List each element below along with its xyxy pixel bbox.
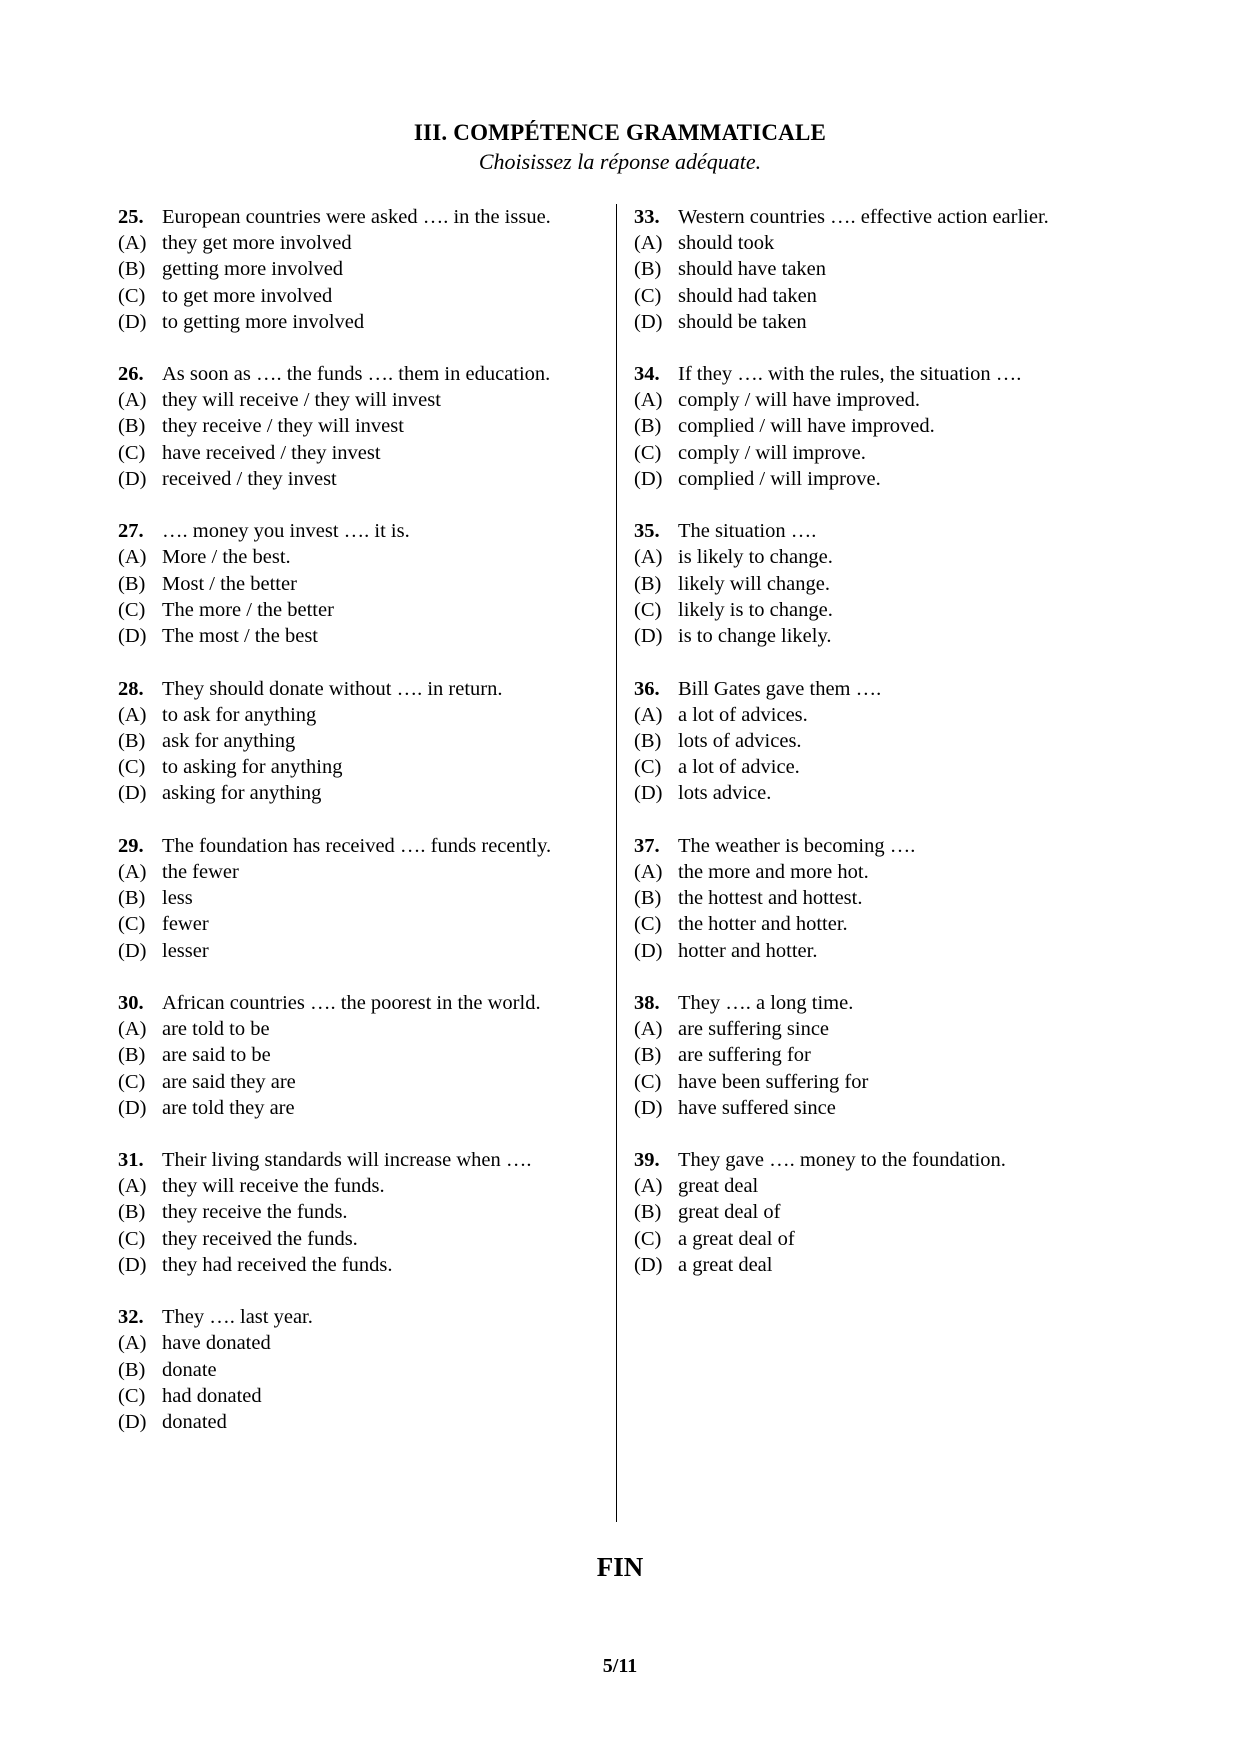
question-stem bbox=[118, 1147, 592, 1173]
answer-option bbox=[118, 571, 592, 597]
option-text: donate bbox=[162, 1358, 217, 1381]
option-label: (C) bbox=[118, 441, 146, 464]
option-text: to get more involved bbox=[162, 284, 333, 307]
question-stem bbox=[118, 833, 592, 859]
column-divider bbox=[616, 204, 617, 1522]
answer-option bbox=[634, 885, 1114, 911]
option-text: the hotter and hotter. bbox=[678, 913, 848, 936]
question-text: The situation …. bbox=[678, 520, 817, 543]
option-label: (D) bbox=[118, 1411, 147, 1434]
option-label: (A) bbox=[118, 1332, 147, 1355]
answer-option bbox=[634, 571, 1114, 597]
question-36 bbox=[634, 676, 1114, 807]
answer-option bbox=[118, 1226, 592, 1252]
answer-option bbox=[118, 387, 592, 413]
option-label: (B) bbox=[118, 1201, 146, 1224]
option-text: More / the best. bbox=[162, 546, 291, 569]
answer-option bbox=[634, 938, 1114, 964]
option-text: comply / will have improved. bbox=[678, 389, 920, 412]
question-number: 28. bbox=[118, 677, 144, 700]
answer-option bbox=[634, 544, 1114, 570]
option-text: comply / will improve. bbox=[678, 441, 866, 464]
option-text: are suffering since bbox=[678, 1017, 830, 1040]
question-text: Bill Gates gave them …. bbox=[678, 677, 882, 700]
option-label: (D) bbox=[634, 939, 663, 962]
question-text: As soon as …. the funds …. them in education. bbox=[162, 363, 551, 386]
question-26 bbox=[118, 361, 592, 492]
option-text: are suffering for bbox=[678, 1044, 811, 1067]
question-34 bbox=[634, 361, 1114, 492]
option-text: hotter and hotter. bbox=[678, 939, 818, 962]
question-number: 26. bbox=[118, 363, 144, 386]
option-label: (C) bbox=[118, 756, 146, 779]
answer-option bbox=[118, 597, 592, 623]
answer-option bbox=[118, 859, 592, 885]
option-text: they will receive / they will invest bbox=[162, 389, 441, 412]
answer-option bbox=[118, 1252, 592, 1278]
option-text: to ask for anything bbox=[162, 703, 317, 726]
answer-option bbox=[634, 623, 1114, 649]
answer-option bbox=[634, 597, 1114, 623]
question-number: 33. bbox=[634, 206, 660, 228]
option-label: (D) bbox=[634, 310, 663, 333]
end-marker: FIN bbox=[596, 1552, 644, 1582]
option-label: (C) bbox=[118, 1227, 146, 1250]
option-label: (A) bbox=[634, 1175, 663, 1198]
answer-option bbox=[118, 780, 592, 806]
option-label: (B) bbox=[634, 258, 662, 281]
option-text: they get more involved bbox=[162, 232, 352, 254]
option-text: should be taken bbox=[678, 310, 807, 333]
answer-option bbox=[634, 1069, 1114, 1095]
answer-option bbox=[634, 413, 1114, 439]
option-label: (B) bbox=[634, 572, 662, 595]
option-label: (C) bbox=[634, 284, 662, 307]
answer-option bbox=[118, 413, 592, 439]
option-text: ask for anything bbox=[162, 729, 296, 752]
option-label: (D) bbox=[634, 1254, 663, 1277]
option-text: the more and more hot. bbox=[678, 860, 869, 883]
option-label: (A) bbox=[634, 546, 663, 569]
question-stem bbox=[118, 990, 592, 1016]
question-text: They gave …. money to the foundation. bbox=[678, 1149, 1006, 1172]
option-label: (A) bbox=[118, 1017, 147, 1040]
option-label: (C) bbox=[118, 1384, 146, 1407]
question-30 bbox=[118, 990, 592, 1121]
answer-option bbox=[634, 466, 1114, 492]
option-text: great deal bbox=[678, 1175, 759, 1198]
option-text: the hottest and hottest. bbox=[678, 887, 863, 910]
option-text: less bbox=[162, 887, 193, 910]
question-stem bbox=[634, 990, 1114, 1016]
section-instruction: Choisissez la réponse adéquate. bbox=[478, 149, 762, 174]
answer-option bbox=[118, 1357, 592, 1383]
answer-option bbox=[118, 1330, 592, 1356]
option-text: they receive the funds. bbox=[162, 1201, 348, 1224]
question-stem bbox=[634, 361, 1114, 387]
question-number: 25. bbox=[118, 206, 144, 228]
option-text: are told to be bbox=[162, 1017, 270, 1040]
question-text: The foundation has received …. funds recently. bbox=[162, 834, 552, 857]
right-column bbox=[634, 204, 1114, 1304]
option-label: (B) bbox=[118, 729, 146, 752]
question-number: 32. bbox=[118, 1306, 144, 1329]
option-text: lots of advices. bbox=[678, 729, 802, 752]
option-label: (D) bbox=[634, 1096, 663, 1119]
answer-option bbox=[634, 256, 1114, 282]
option-label: (B) bbox=[634, 415, 662, 438]
question-text: Their living standards will increase when …. bbox=[162, 1149, 532, 1172]
option-text: getting more involved bbox=[162, 258, 344, 281]
option-label: (A) bbox=[634, 1017, 663, 1040]
answer-option bbox=[118, 440, 592, 466]
answer-option bbox=[634, 728, 1114, 754]
option-text: likely will change. bbox=[678, 572, 830, 595]
option-text: a great deal of bbox=[678, 1227, 795, 1250]
option-text: should have taken bbox=[678, 258, 827, 281]
option-label: (C) bbox=[634, 756, 662, 779]
option-label: (B) bbox=[118, 887, 146, 910]
answer-option bbox=[634, 230, 1114, 256]
option-label: (B) bbox=[634, 729, 662, 752]
option-text: is to change likely. bbox=[678, 625, 832, 648]
answer-option bbox=[118, 544, 592, 570]
answer-option bbox=[118, 1069, 592, 1095]
answer-option bbox=[634, 1252, 1114, 1278]
option-label: (A) bbox=[634, 860, 663, 883]
answer-option bbox=[118, 1016, 592, 1042]
answer-option bbox=[118, 1042, 592, 1068]
option-text: lesser bbox=[162, 939, 209, 962]
option-text: to asking for anything bbox=[162, 756, 343, 779]
option-label: (C) bbox=[634, 1227, 662, 1250]
answer-option bbox=[634, 754, 1114, 780]
option-text: should had taken bbox=[678, 284, 817, 307]
question-33 bbox=[634, 204, 1114, 335]
option-text: they receive / they will invest bbox=[162, 415, 404, 438]
answer-option bbox=[118, 283, 592, 309]
option-text: have been suffering for bbox=[678, 1070, 869, 1093]
left-column bbox=[118, 204, 592, 1462]
question-37 bbox=[634, 833, 1114, 964]
question-text: European countries were asked …. in the issue. bbox=[162, 206, 551, 228]
question-38 bbox=[634, 990, 1114, 1121]
option-text: The more / the better bbox=[162, 598, 334, 621]
answer-option bbox=[634, 1016, 1114, 1042]
question-27 bbox=[118, 518, 592, 649]
answer-option bbox=[118, 702, 592, 728]
answer-option bbox=[634, 387, 1114, 413]
answer-option bbox=[118, 911, 592, 937]
answer-option bbox=[118, 728, 592, 754]
answer-option bbox=[118, 754, 592, 780]
option-text: are said to be bbox=[162, 1044, 271, 1067]
option-label: (D) bbox=[634, 468, 663, 491]
question-31 bbox=[118, 1147, 592, 1278]
question-number: 38. bbox=[634, 991, 660, 1014]
option-text: they will receive the funds. bbox=[162, 1175, 385, 1198]
section-title: III. COMPÉTENCE GRAMMATICALE bbox=[413, 120, 827, 145]
option-label: (B) bbox=[118, 572, 146, 595]
option-label: (A) bbox=[118, 1175, 147, 1198]
option-label: (B) bbox=[118, 415, 146, 438]
question-text: They …. last year. bbox=[162, 1306, 313, 1329]
option-label: (C) bbox=[118, 284, 146, 307]
option-text: asking for anything bbox=[162, 782, 322, 805]
question-stem bbox=[118, 518, 592, 544]
answer-option bbox=[634, 780, 1114, 806]
option-text: great deal of bbox=[678, 1201, 781, 1224]
answer-option bbox=[634, 440, 1114, 466]
question-stem bbox=[634, 1147, 1114, 1173]
question-stem bbox=[634, 518, 1114, 544]
answer-option bbox=[634, 1226, 1114, 1252]
option-label: (C) bbox=[118, 598, 146, 621]
option-label: (D) bbox=[118, 1096, 147, 1119]
option-label: (D) bbox=[634, 782, 663, 805]
question-number: 39. bbox=[634, 1149, 660, 1172]
option-text: have donated bbox=[162, 1332, 271, 1355]
question-25 bbox=[118, 204, 592, 335]
option-label: (B) bbox=[118, 1044, 146, 1067]
option-label: (B) bbox=[634, 887, 662, 910]
option-text: are told they are bbox=[162, 1096, 295, 1119]
section-header bbox=[0, 118, 1240, 176]
answer-option bbox=[634, 911, 1114, 937]
option-label: (D) bbox=[118, 1254, 147, 1277]
option-text: should took bbox=[678, 232, 775, 254]
option-label: (D) bbox=[118, 310, 147, 333]
option-text: lots advice. bbox=[678, 782, 772, 805]
option-text: The most / the best bbox=[162, 625, 319, 648]
question-32 bbox=[118, 1304, 592, 1435]
option-label: (A) bbox=[118, 389, 147, 412]
question-number: 37. bbox=[634, 834, 660, 857]
question-number: 29. bbox=[118, 834, 144, 857]
answer-option bbox=[118, 230, 592, 256]
option-label: (A) bbox=[118, 860, 147, 883]
question-number: 27. bbox=[118, 520, 144, 543]
option-text: a lot of advices. bbox=[678, 703, 808, 726]
option-label: (D) bbox=[634, 625, 663, 648]
option-text: they had received the funds. bbox=[162, 1254, 393, 1277]
option-label: (C) bbox=[118, 913, 146, 936]
option-label: (B) bbox=[118, 1358, 146, 1381]
question-stem bbox=[634, 676, 1114, 702]
option-text: have suffered since bbox=[678, 1096, 836, 1119]
question-text: They should donate without …. in return. bbox=[162, 677, 503, 700]
option-label: (D) bbox=[118, 782, 147, 805]
option-text: received / they invest bbox=[162, 468, 337, 491]
option-label: (A) bbox=[118, 546, 147, 569]
answer-option bbox=[118, 623, 592, 649]
answer-option bbox=[634, 1095, 1114, 1121]
question-number: 30. bbox=[118, 991, 144, 1014]
question-number: 31. bbox=[118, 1149, 144, 1172]
option-text: had donated bbox=[162, 1384, 262, 1407]
option-text: are said they are bbox=[162, 1070, 296, 1093]
question-number: 36. bbox=[634, 677, 660, 700]
question-35 bbox=[634, 518, 1114, 649]
answer-option bbox=[634, 1199, 1114, 1225]
option-text: a lot of advice. bbox=[678, 756, 800, 779]
option-label: (B) bbox=[118, 258, 146, 281]
option-label: (C) bbox=[634, 1070, 662, 1093]
question-text: They …. a long time. bbox=[678, 991, 854, 1014]
question-number: 35. bbox=[634, 520, 660, 543]
answer-option bbox=[634, 1173, 1114, 1199]
question-stem bbox=[118, 1304, 592, 1330]
option-label: (D) bbox=[118, 625, 147, 648]
page-number: 5/11 bbox=[602, 1655, 638, 1677]
option-label: (B) bbox=[634, 1201, 662, 1224]
option-label: (C) bbox=[634, 441, 662, 464]
question-stem bbox=[118, 361, 592, 387]
option-text: complied / will improve. bbox=[678, 468, 881, 491]
option-label: (C) bbox=[118, 1070, 146, 1093]
question-stem bbox=[634, 833, 1114, 859]
option-text: likely is to change. bbox=[678, 598, 833, 621]
option-label: (A) bbox=[118, 703, 147, 726]
option-text: complied / will have improved. bbox=[678, 415, 935, 438]
option-label: (C) bbox=[634, 913, 662, 936]
answer-option bbox=[634, 1042, 1114, 1068]
answer-option bbox=[634, 859, 1114, 885]
answer-option bbox=[118, 309, 592, 335]
option-label: (A) bbox=[634, 703, 663, 726]
question-28 bbox=[118, 676, 592, 807]
question-stem bbox=[118, 204, 592, 230]
option-label: (C) bbox=[634, 598, 662, 621]
question-text: If they …. with the rules, the situation …. bbox=[678, 363, 1022, 386]
question-text: The weather is becoming …. bbox=[678, 834, 916, 857]
option-label: (A) bbox=[634, 232, 663, 254]
answer-option bbox=[118, 1173, 592, 1199]
question-stem bbox=[634, 204, 1114, 230]
question-text: African countries …. the poorest in the world. bbox=[162, 991, 541, 1014]
answer-option bbox=[634, 309, 1114, 335]
option-label: (A) bbox=[634, 389, 663, 412]
answer-option bbox=[118, 1199, 592, 1225]
option-text: to getting more involved bbox=[162, 310, 365, 333]
question-39 bbox=[634, 1147, 1114, 1278]
answer-option bbox=[634, 283, 1114, 309]
answer-option bbox=[118, 1383, 592, 1409]
answer-option bbox=[118, 885, 592, 911]
answer-option bbox=[118, 938, 592, 964]
option-text: Most / the better bbox=[162, 572, 297, 595]
question-29 bbox=[118, 833, 592, 964]
option-text: have received / they invest bbox=[162, 441, 381, 464]
option-text: they received the funds. bbox=[162, 1227, 358, 1250]
option-text: donated bbox=[162, 1411, 227, 1434]
option-text: the fewer bbox=[162, 860, 239, 883]
option-text: is likely to change. bbox=[678, 546, 833, 569]
option-label: (D) bbox=[118, 468, 147, 491]
option-label: (A) bbox=[118, 232, 147, 254]
option-text: fewer bbox=[162, 913, 209, 936]
option-label: (B) bbox=[634, 1044, 662, 1067]
option-text: a great deal bbox=[678, 1254, 773, 1277]
question-text: …. money you invest …. it is. bbox=[162, 520, 410, 543]
answer-option bbox=[118, 1409, 592, 1435]
answer-option bbox=[634, 702, 1114, 728]
option-label: (D) bbox=[118, 939, 147, 962]
question-text: Western countries …. effective action earlier. bbox=[678, 206, 1049, 228]
answer-option bbox=[118, 256, 592, 282]
question-stem bbox=[118, 676, 592, 702]
question-number: 34. bbox=[634, 363, 660, 386]
answer-option bbox=[118, 1095, 592, 1121]
answer-option bbox=[118, 466, 592, 492]
